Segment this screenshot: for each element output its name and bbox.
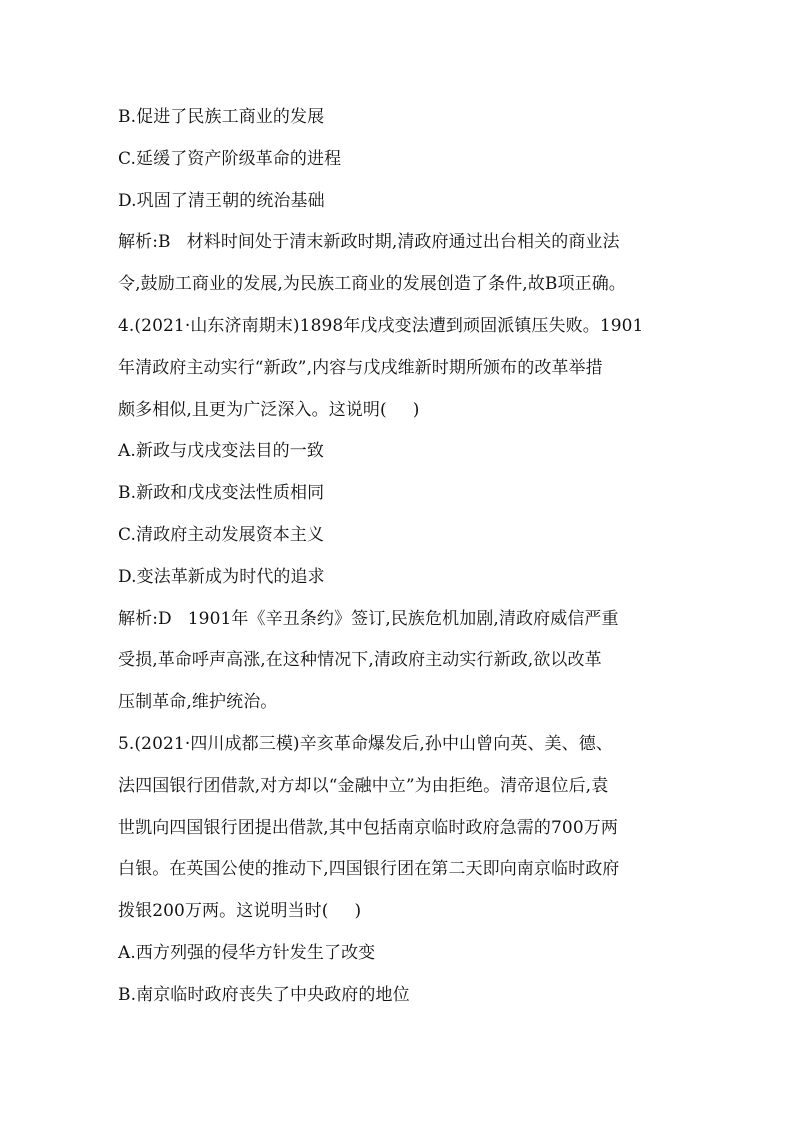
q4-analysis-prefix: 解析:D [118,608,172,629]
q5-option-b: B.南京临时政府丧失了中央政府的地位 [118,984,410,1005]
q4-analysis-line-3: 压制革命,维护统治。 [118,692,278,713]
q3-option-b: B.促进了民族工商业的发展 [118,107,325,127]
q5-stem-line-5-end: ) [354,901,362,922]
q4-stem-line-2: 年清政府主动实行“新政”,内容与戊戌维新时期所颁布的改革举措 [118,357,603,378]
q4-stem-line-1: 4.(2021·山东济南期末)1898年戊戌变法遭到顽固派镇压失败。1901 [118,315,644,336]
q4-option-b: B.新政和戊戌变法性质相同 [118,483,325,504]
q4-stem-line-3-end: ) [412,399,420,420]
q3-analysis-line-1 [118,222,680,264]
q3-option-c: C.延缓了资产阶级革命的进程 [118,148,342,169]
q4-analysis-line-2: 受损,革命呼声高涨,在这种情况下,清政府主动实行新政,欲以改革 [118,650,602,671]
q5-stem-line-5-start: 拨银200万两。这说明当时( [118,901,329,922]
q4-option-d: D.变法革新成为时代的追求 [118,566,325,587]
q4-stem-line-3-start: 颇多相似,且更为广泛深入。这说明( [118,399,387,420]
q5-stem-line-3: 世凯向四国银行团提出借款,其中包括南京临时政府急需的700万两 [118,817,618,838]
q4-analysis-text-1: 1901年《辛丑条约》签订,民族危机加剧,清政府威信严重 [187,608,619,629]
q4-stem-line-3 [118,390,680,432]
q4-analysis-line-1 [118,599,680,641]
q4-option-a: A.新政与戊戌变法目的一致 [118,441,324,462]
q3-analysis-line-2: 令,鼓励工商业的发展,为民族工商业的发展创造了条件,故B项正确。 [118,274,626,295]
q5-stem-line-2: 法四国银行团借款,对方却以“金融中立”为由拒绝。清帝退位后,袁 [118,775,609,796]
q3-analysis-prefix: 解析:B [118,232,171,253]
q5-option-a: A.西方列强的侵华方针发生了改变 [118,942,376,963]
q4-option-c: C.清政府主动发展资本主义 [118,524,325,545]
q5-stem-line-1: 5.(2021·四川成都三模)辛亥革命爆发后,孙中山曾向英、美、德、 [118,733,613,754]
document-content [118,97,680,1017]
q5-stem-line-4: 白银。在英国公使的推动下,四国银行团在第二天即向南京临时政府 [118,859,620,880]
q3-analysis-text-1: 材料时间处于清末新政时期,清政府通过出台相关的商业法 [186,232,620,253]
q5-stem-line-5 [118,891,680,933]
q3-option-d: D.巩固了清王朝的统治基础 [118,190,325,211]
